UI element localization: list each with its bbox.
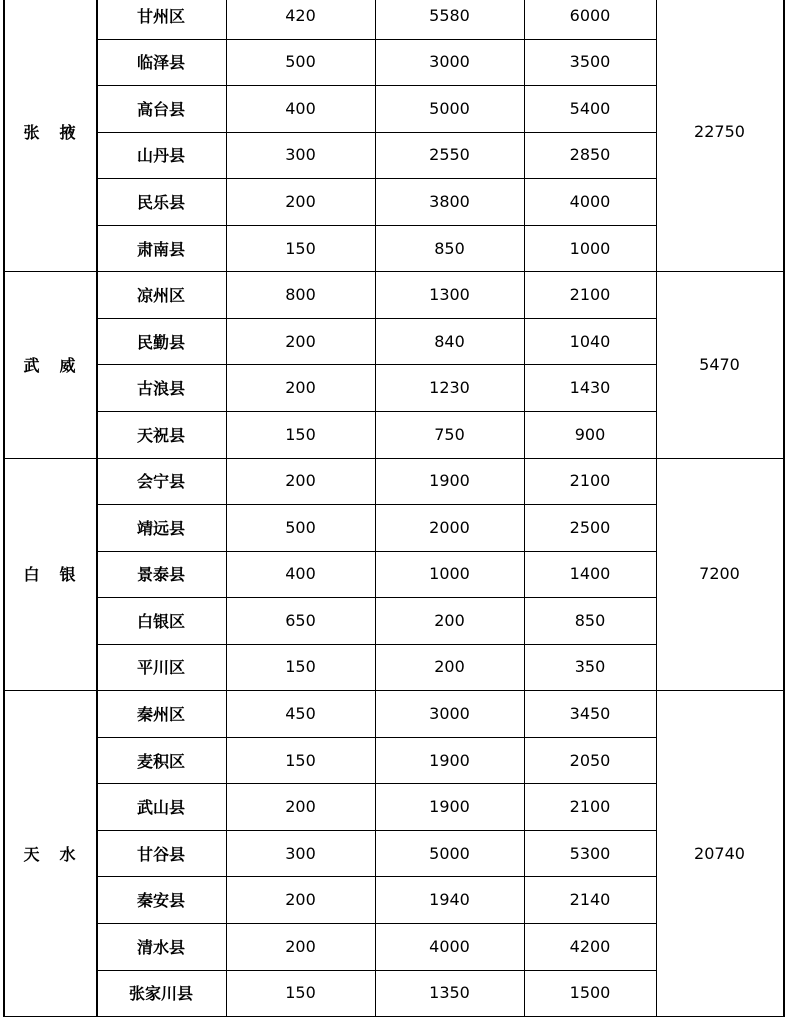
value-a-cell: 420 — [285, 5, 316, 25]
city-char: 银 — [59, 565, 76, 585]
value-c-cell: 850 — [574, 610, 606, 630]
value-a-cell: 150 — [285, 983, 316, 1003]
city-cell — [3, 458, 96, 691]
value-c-cell: 1040 — [569, 331, 611, 351]
value-b-cell: 3000 — [429, 704, 470, 724]
group-total-cell: 7200 — [699, 564, 740, 584]
column-divider-line — [524, 0, 525, 1017]
county-cell: 武山县 — [136, 798, 185, 818]
row-divider-line — [96, 737, 656, 738]
city-cell — [3, 690, 96, 1016]
row-divider-line — [96, 597, 656, 598]
value-b-cell: 5000 — [429, 98, 470, 118]
group-divider-line — [3, 458, 783, 459]
county-cell: 凉州区 — [136, 286, 185, 306]
value-c-cell: 1430 — [569, 378, 611, 398]
value-c-cell: 3450 — [569, 704, 611, 724]
county-cell: 景泰县 — [136, 565, 185, 585]
row-divider-line — [96, 364, 656, 365]
value-c-cell: 1400 — [569, 564, 611, 584]
row-divider-line — [96, 39, 656, 40]
group-divider-line — [3, 690, 783, 691]
group-divider-line — [3, 1016, 783, 1017]
column-divider-line — [656, 0, 657, 1017]
value-c-cell: 6000 — [569, 5, 611, 25]
value-c-cell: 2050 — [569, 750, 611, 770]
value-b-cell: 5580 — [429, 5, 470, 25]
value-b-cell: 3000 — [429, 52, 470, 72]
city-char: 天 — [23, 844, 40, 864]
row-divider-line — [96, 178, 656, 179]
value-a-cell: 200 — [285, 936, 316, 956]
value-b-cell: 750 — [434, 424, 465, 444]
row-divider-line — [96, 132, 656, 133]
row-divider-line — [96, 644, 656, 645]
value-c-cell: 4000 — [569, 191, 611, 211]
value-b-cell: 1940 — [429, 890, 470, 910]
value-c-cell: 2850 — [569, 145, 611, 165]
value-c-cell: 2100 — [569, 285, 611, 305]
value-a-cell: 450 — [285, 704, 316, 724]
value-a-cell: 200 — [285, 797, 316, 817]
value-b-cell: 1900 — [429, 471, 470, 491]
value-b-cell: 840 — [434, 331, 465, 351]
value-c-cell: 5300 — [569, 843, 611, 863]
row-divider-line — [96, 783, 656, 784]
value-a-cell: 200 — [285, 471, 316, 491]
value-a-cell: 300 — [285, 145, 316, 165]
value-b-cell: 1230 — [429, 378, 470, 398]
value-a-cell: 200 — [285, 378, 316, 398]
value-c-cell: 4200 — [569, 936, 611, 956]
column-divider-line — [226, 0, 227, 1017]
city-cell — [3, 271, 96, 457]
row-divider-line — [96, 318, 656, 319]
value-b-cell: 1900 — [429, 750, 470, 770]
county-cell: 民勤县 — [136, 332, 185, 352]
value-c-cell: 900 — [574, 424, 606, 444]
city-char: 白 — [23, 565, 40, 585]
value-b-cell: 200 — [434, 657, 465, 677]
value-a-cell: 650 — [285, 610, 316, 630]
city-char: 水 — [59, 844, 76, 864]
county-cell: 张家川县 — [128, 984, 193, 1004]
value-c-cell: 2500 — [569, 517, 611, 537]
value-b-cell: 1350 — [429, 983, 470, 1003]
county-cell: 民乐县 — [136, 192, 185, 212]
value-a-cell: 500 — [285, 517, 316, 537]
value-a-cell: 400 — [285, 564, 316, 584]
value-b-cell: 2000 — [429, 517, 470, 537]
county-cell: 靖远县 — [136, 518, 185, 538]
row-divider-line — [96, 551, 656, 552]
group-total-cell: 20740 — [694, 843, 745, 863]
row-divider-line — [96, 923, 656, 924]
column-divider-line — [3, 0, 5, 1017]
city-char: 掖 — [59, 123, 76, 143]
value-a-cell: 150 — [285, 238, 316, 258]
value-a-cell: 800 — [285, 285, 316, 305]
value-c-cell: 1000 — [569, 238, 611, 258]
value-b-cell: 200 — [434, 610, 465, 630]
value-c-cell: 2100 — [569, 797, 611, 817]
county-cell: 山丹县 — [136, 146, 185, 166]
value-b-cell: 1000 — [429, 564, 470, 584]
value-c-cell: 2140 — [569, 890, 611, 910]
row-divider-line — [96, 411, 656, 412]
row-divider-line — [96, 970, 656, 971]
county-cell: 临泽县 — [136, 53, 185, 73]
county-cell: 清水县 — [136, 937, 185, 957]
row-divider-line — [96, 85, 656, 86]
county-cell: 秦州区 — [136, 705, 185, 725]
county-cell: 甘谷县 — [136, 844, 185, 864]
county-cell: 平川区 — [136, 658, 185, 678]
value-b-cell: 2550 — [429, 145, 470, 165]
value-a-cell: 200 — [285, 191, 316, 211]
value-a-cell: 200 — [285, 331, 316, 351]
row-divider-line — [96, 876, 656, 877]
county-cell: 秦安县 — [136, 891, 185, 911]
value-b-cell: 5000 — [429, 843, 470, 863]
row-divider-line — [96, 225, 656, 226]
value-b-cell: 3800 — [429, 191, 470, 211]
city-char: 威 — [59, 355, 76, 375]
county-cell: 古浪县 — [136, 379, 185, 399]
column-divider-line — [96, 0, 98, 1017]
column-divider-line — [783, 0, 785, 1017]
value-b-cell: 4000 — [429, 936, 470, 956]
value-a-cell: 200 — [285, 890, 316, 910]
county-cell: 高台县 — [136, 99, 185, 119]
city-char: 张 — [23, 123, 40, 143]
value-a-cell: 150 — [285, 750, 316, 770]
value-c-cell: 3500 — [569, 52, 611, 72]
group-total-cell: 5470 — [699, 354, 740, 374]
value-a-cell: 300 — [285, 843, 316, 863]
county-cell: 肃南县 — [136, 239, 185, 259]
value-a-cell: 150 — [285, 424, 316, 444]
value-c-cell: 5400 — [569, 98, 611, 118]
county-cell: 白银区 — [136, 611, 185, 631]
group-total-cell: 22750 — [694, 122, 745, 142]
county-cell: 麦积区 — [136, 751, 185, 771]
value-a-cell: 500 — [285, 52, 316, 72]
county-cell: 天祝县 — [136, 425, 185, 445]
row-divider-line — [96, 830, 656, 831]
value-a-cell: 400 — [285, 98, 316, 118]
value-a-cell: 150 — [285, 657, 316, 677]
value-b-cell: 1300 — [429, 285, 470, 305]
value-b-cell: 850 — [434, 238, 465, 258]
row-divider-line — [96, 504, 656, 505]
county-cell: 会宁县 — [136, 472, 185, 492]
value-c-cell: 1500 — [569, 983, 611, 1003]
column-divider-line — [375, 0, 376, 1017]
group-divider-line — [3, 271, 783, 272]
value-b-cell: 1900 — [429, 797, 470, 817]
value-c-cell: 350 — [574, 657, 606, 677]
county-cell: 甘州区 — [136, 6, 185, 26]
value-c-cell: 2100 — [569, 471, 611, 491]
city-char: 武 — [23, 355, 40, 375]
city-cell — [3, 0, 96, 271]
